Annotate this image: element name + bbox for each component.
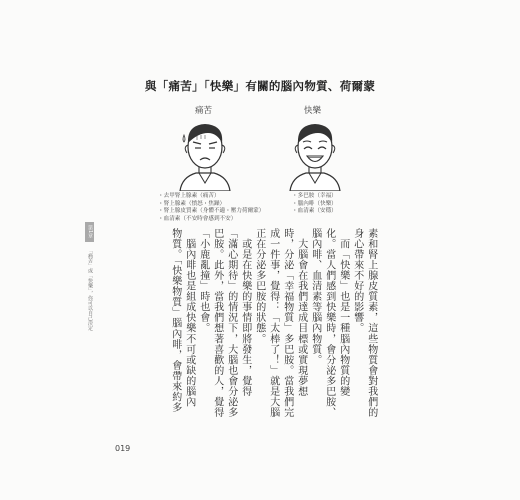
pain-item: ・腎上腺皮質素（身體不適・壓力荷爾蒙） — [158, 208, 265, 215]
body-column: 化。當人們感到快樂時，會分泌多巴胺、 — [323, 228, 335, 418]
running-head: 「痛苦」或「快樂」，你可以自己決定 — [87, 248, 93, 331]
body-column: 「滿心期待」的情況下，大腦也會分泌多 — [225, 228, 237, 418]
pain-item: ・腎上腺素（憤怒・焦躁） — [158, 200, 226, 207]
pain-item: ・血清素（不安時會感到不安） — [158, 215, 237, 222]
body-column: 身心帶來不好的影響。 — [351, 228, 363, 334]
figure-title: 與「痛苦」「快樂」有關的腦內物質、荷爾蒙 — [144, 79, 376, 93]
pleasure-item: ・腦內啡（快樂） — [292, 200, 337, 207]
pain-face-illustration — [170, 115, 240, 191]
body-column: 大腦會在我們達成目標或實現夢想 — [295, 228, 307, 397]
pleasure-substance-list — [292, 193, 337, 216]
body-column: 物質。「快樂物質」腦內啡，會帶來約多 — [169, 228, 181, 413]
pain-substance-list — [158, 193, 264, 223]
pleasure-label: 快樂 — [304, 106, 322, 116]
body-column: 時，分泌「幸福物質」多巴胺。當我們完 — [281, 228, 293, 418]
body-column: 腦內啡、血清素等腦內物質。 — [309, 228, 321, 366]
pain-label: 痛苦 — [195, 106, 213, 116]
body-column: 正在分泌多巴胺的狀態。 — [253, 228, 265, 345]
pleasure-item: ・多巴胺（幸福） — [292, 193, 337, 199]
body-column: 而「快樂」也是一種腦內物質的變 — [337, 228, 349, 397]
body-column: 「小鹿亂撞」時也會。 — [197, 228, 209, 334]
page-number: 019 — [115, 444, 131, 453]
happy-face-illustration — [280, 115, 350, 191]
body-column: 成一件事，覺得：「太棒了！」就是大腦 — [267, 228, 279, 418]
pain-item: ・去甲腎上腺素（痛苦） — [158, 193, 220, 199]
body-column: 腦內啡也是組成快樂不可或缺的腦內 — [183, 228, 195, 408]
body-column: 素和腎上腺皮質素，這些物質會對我們的 — [365, 228, 377, 418]
body-column: 巴胺。此外，當我們想著喜歡的人，覺得 — [211, 228, 223, 418]
pleasure-item: ・血清素（安穩） — [292, 208, 337, 215]
body-column: 或是在快樂的事情即將發生，覺得 — [239, 228, 251, 397]
chapter-tab: 第1章 — [85, 222, 94, 242]
